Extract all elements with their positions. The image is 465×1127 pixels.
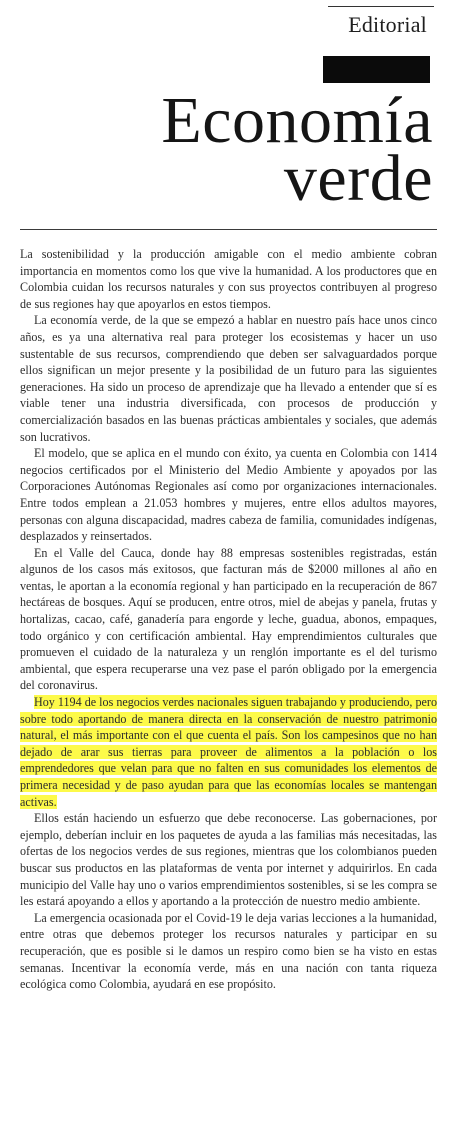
header-divider [20, 229, 437, 230]
highlighted-text: Hoy 1194 de los negocios verdes nacionales siguen trabajando y produciendo, pero sobre todo aportando de manera directa en la conservación de nuestro patrimonio natural, el más importante con el que cuenta el país. Son los campesinos que no han dejado de arar sus tierras para proveer de alimentos a la población o los emprendedores que velan para que no falten en sus comunidades los elementos de primera necesidad y de paso ayudan para que las economías locales se mantengan activas. [20, 695, 437, 809]
article-body [20, 246, 437, 993]
section-label: Editorial [348, 12, 427, 37]
paragraph-lead: La sostenibilidad y la producción amigable con el medio ambiente cobran importancia en momentos como los que vive la humanidad. A los productores que en Colombia cuidan los recursos naturales y con sus proyectos contribuyen al progreso de sus regiones hay que apoyarlos en estos tiempos. [20, 247, 437, 311]
redaction-bar [323, 56, 430, 83]
paragraph-highlighted [20, 694, 437, 810]
headline [161, 84, 433, 215]
headline-line-1: Economía [161, 84, 433, 157]
paragraph: En el Valle del Cauca, donde hay 88 empresas sostenibles registradas, están algunos de los casos más exitosos, que facturan más de $2000 millones al año en ventas, le aportan a la economía regional y han participado en la recuperación de 867 hectáreas de bosques. Aquí se producen, entre otros, miel de abejas y panela, frutas y hortalizas, cacao, café, ganadería para engorde y leche, guadua, abonos, empaques, todo orgánico y con certificación ambiental. Hay emprendimientos culturales que promueven el cuidado de la naturaleza y un renglón importante es el del turismo ambiental, que espera recuperarse una vez pase el parón obligado por la emergencia del coronavirus. [20, 545, 437, 693]
editorial-header [0, 0, 465, 232]
headline-line-2: verde [283, 142, 433, 215]
paragraph: Ellos están haciendo un esfuerzo que debe reconocerse. Las gobernaciones, por ejemplo, deberían incluir en los paquetes de ayuda a las familias más necesitadas, las ofertas de los negocios verdes de sus regiones, mientras que los colombianos pueden buscar sus productos en las plataformas de venta por internet y adquirirlos. En cada municipio del Valle hay uno o varios emprendimientos sostenibles, si se les compra se les estará apoyando a ellos y aportando a la protección de nuestro medio ambiente. [20, 811, 437, 909]
top-rule [328, 6, 434, 7]
paragraph-closing: La emergencia ocasionada por el Covid-19 le deja varias lecciones a la humanidad, entre otras que debemos proteger los recursos naturales y participar en su recuperación, que es posible si le damos un respiro como bien se ha visto en estas semanas. Incentivar la economía verde, más en una nación con tanta riqueza ecológica como Colombia, ayudará en ese propósito. [20, 910, 437, 992]
paragraph: La economía verde, de la que se empezó a hablar en nuestro país hace unos cinco años, es ya una alternativa real para proteger los ecosistemas y hacer un uso sustentable de sus recursos, comprendiendo que deben ser salvaguardados porque ellos significan un mejor presente y la posibilidad de un futuro para las siguientes generaciones. Ha sido un proceso de aprendizaje que ha llevado a entender que sí es viable tener una industria diversificada, con procesos de producción y comercialización basados en las buenas prácticas ambientales y sociales, que además son lucrativos. [20, 313, 437, 444]
paragraph: El modelo, que se aplica en el mundo con éxito, ya cuenta en Colombia con 1414 negocios certificados por el Ministerio del Medio Ambiente y apoyados por las Corporaciones Autónomas Regionales así como por organizaciones internacionales. Entre todos emplean a 21.053 hombres y mujeres, entre ellos adultos mayores, personas con alguna discapacidad, madres cabeza de familia, comunidades indígenas, desplazados y reinsertados. [20, 446, 437, 544]
